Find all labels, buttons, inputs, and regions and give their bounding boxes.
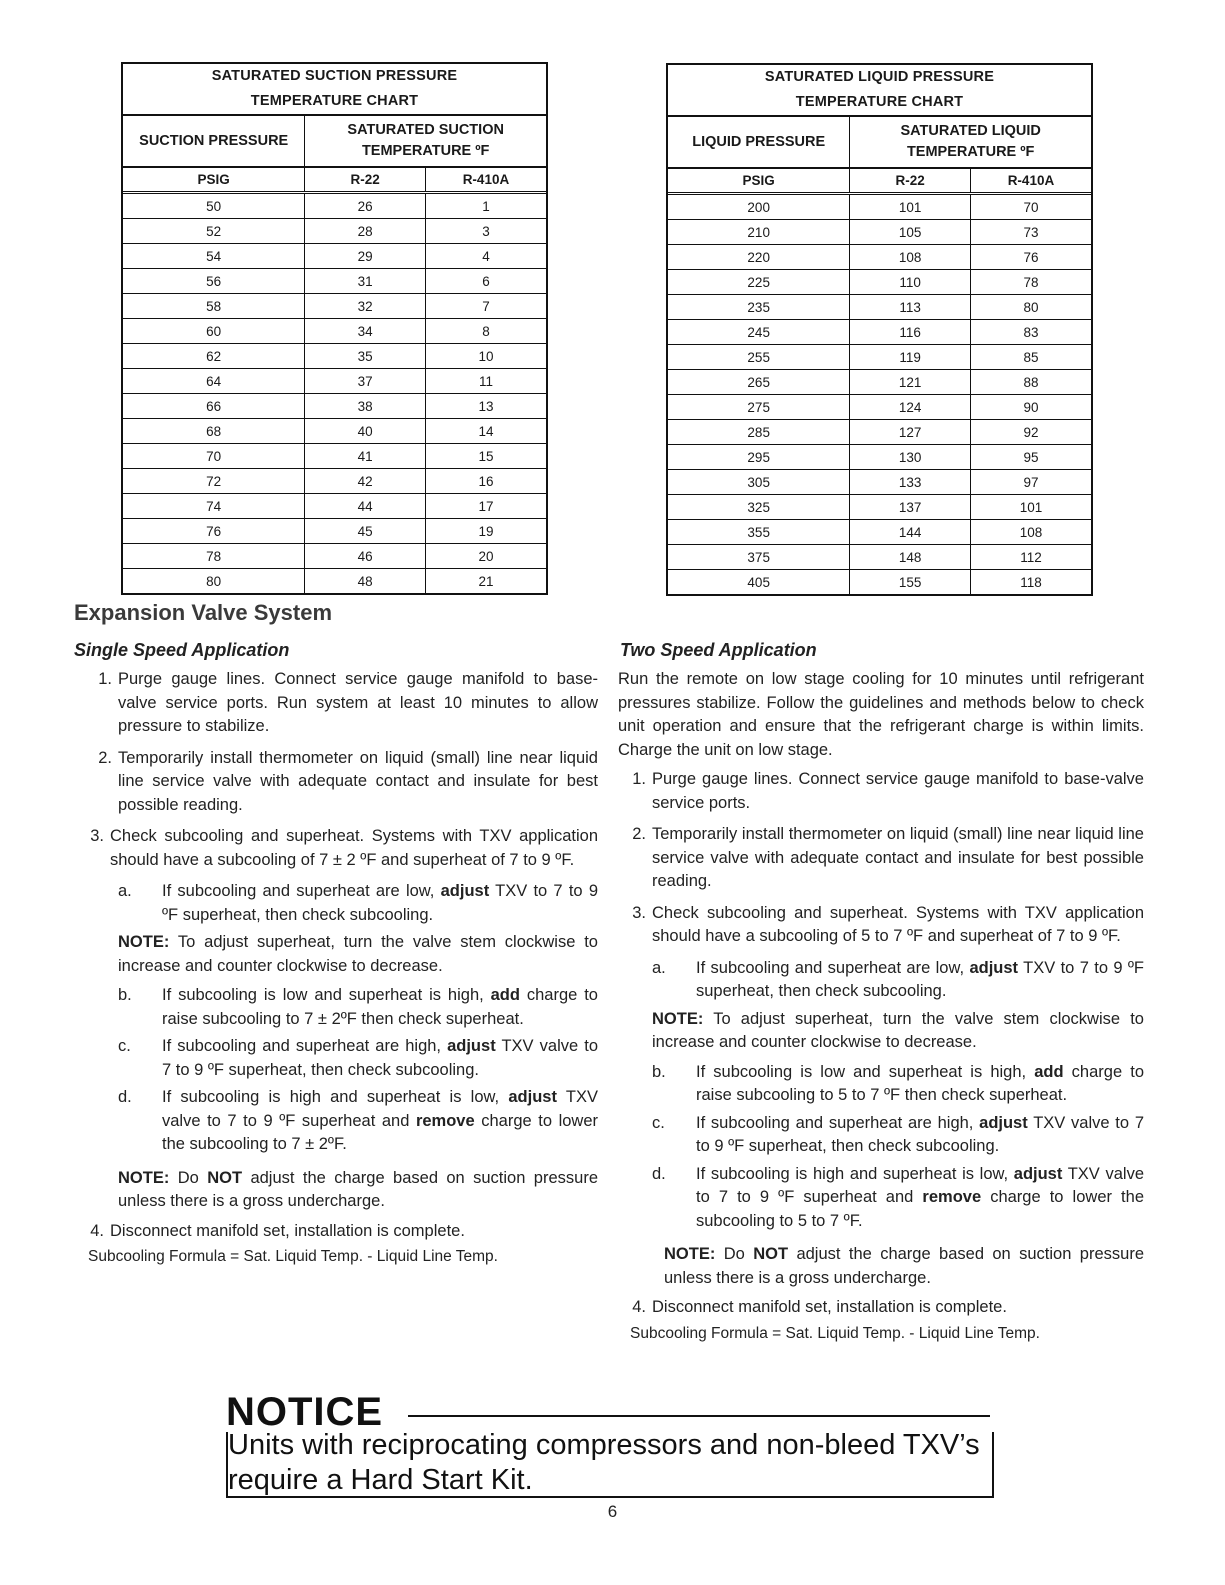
- table-row: [123, 494, 546, 519]
- liquid-chart-table: [668, 65, 1091, 594]
- table-row: [668, 395, 1091, 420]
- single-note-2: [118, 1167, 598, 1214]
- r22-cell: 44: [305, 494, 426, 519]
- psig-cell: 66: [123, 394, 305, 419]
- single-substep-d: [84, 1086, 598, 1157]
- r410a-cell: 76: [970, 245, 1091, 270]
- page-number: 6: [607, 1502, 618, 1521]
- single-step-4: [76, 1220, 598, 1244]
- r410a-cell: 3: [425, 219, 546, 244]
- substep-letter: a.: [652, 958, 666, 977]
- r22-cell: 34: [305, 319, 426, 344]
- suction-chart-title-line2: TEMPERATURE CHART: [250, 93, 419, 109]
- psig-header: PSIG: [668, 168, 850, 194]
- step-text: Disconnect manifold set, installation is complete.: [110, 1221, 465, 1240]
- r22-cell: 148: [850, 545, 971, 570]
- psig-cell: 220: [668, 245, 850, 270]
- r22-cell: 35: [305, 344, 426, 369]
- psig-cell: 355: [668, 520, 850, 545]
- table-row: [668, 370, 1091, 395]
- r22-cell: 127: [850, 420, 971, 445]
- r22-cell: 31: [305, 269, 426, 294]
- table-row: [668, 445, 1091, 470]
- two-step-3: [618, 902, 1144, 949]
- r410a-header: R-410A: [970, 168, 1091, 194]
- table-row: [668, 320, 1091, 345]
- r410a-cell: 7: [425, 294, 546, 319]
- psig-cell: 210: [668, 220, 850, 245]
- table-row: [123, 369, 546, 394]
- r22-cell: 155: [850, 570, 971, 595]
- psig-cell: 60: [123, 319, 305, 344]
- suction-temp-header-line2: TEMPERATURE ºF: [361, 143, 490, 159]
- r22-cell: 28: [305, 219, 426, 244]
- suction-chart-title-line1: SATURATED SUCTION PRESSURE: [211, 68, 458, 84]
- r410a-cell: 4: [425, 244, 546, 269]
- r22-cell: 29: [305, 244, 426, 269]
- r22-header: R-22: [305, 167, 426, 193]
- substep-letter: c.: [118, 1037, 131, 1055]
- r410a-cell: 13: [425, 394, 546, 419]
- r22-cell: 45: [305, 519, 426, 544]
- single-substep-b: [84, 984, 598, 1031]
- step-text: Check subcooling and superheat. Systems with TXV application should have a subcooling of 5 to 7 ºF and superheat of 7 to 9 ºF.: [652, 903, 1144, 945]
- r410a-cell: 108: [970, 520, 1091, 545]
- psig-cell: 56: [123, 269, 305, 294]
- liquid-chart-body: [668, 194, 1091, 595]
- table-row: [123, 244, 546, 269]
- subcooling-formula: Subcooling Formula = Sat. Liquid Temp. - Liquid Line Temp.: [88, 1248, 498, 1265]
- r410a-cell: 80: [970, 295, 1091, 320]
- psig-cell: 58: [123, 294, 305, 319]
- psig-cell: 225: [668, 270, 850, 295]
- two-speed-procedure: [618, 668, 1144, 1345]
- suction-chart-body: [123, 193, 546, 594]
- table-row: [668, 345, 1091, 370]
- psig-cell: 405: [668, 570, 850, 595]
- table-row: [668, 420, 1091, 445]
- r410a-cell: 73: [970, 220, 1091, 245]
- psig-cell: 200: [747, 199, 770, 215]
- psig-cell: 295: [668, 445, 850, 470]
- r22-cell: 113: [850, 295, 971, 320]
- r22-cell: 116: [850, 320, 971, 345]
- substep-text: If subcooling is low and superheat is high, add charge to raise subcooling to 7 ± 2ºF then check superheat.: [162, 986, 598, 1028]
- single-speed-heading: Single Speed Application: [74, 640, 290, 660]
- r410a-cell: 88: [970, 370, 1091, 395]
- r22-cell: 37: [305, 369, 426, 394]
- psig-cell: 80: [123, 569, 305, 594]
- r22-cell: 119: [850, 345, 971, 370]
- table-row: [668, 270, 1091, 295]
- step-number: 4.: [632, 1298, 646, 1316]
- r22-cell: 133: [850, 470, 971, 495]
- table-row: [123, 469, 546, 494]
- psig-cell: 375: [668, 545, 850, 570]
- r22-cell: 144: [850, 520, 971, 545]
- r22-cell: 40: [305, 419, 426, 444]
- psig-cell: 70: [123, 444, 305, 469]
- substep-letter: c.: [652, 1113, 665, 1132]
- r410a-cell: 90: [970, 395, 1091, 420]
- table-row: [123, 519, 546, 544]
- liquid-chart-title-line1: SATURATED LIQUID PRESSURE: [764, 69, 995, 85]
- step-number: 3.: [632, 903, 646, 922]
- r410a-cell: 118: [970, 570, 1091, 595]
- step-text: Disconnect manifold set, installation is complete.: [652, 1298, 1007, 1316]
- note-text: NOTE: To adjust superheat, turn the valve stem clockwise to increase and counter clockwise to decrease.: [652, 1009, 1144, 1051]
- notice-rule: [408, 1415, 990, 1417]
- r22-cell: 108: [850, 245, 971, 270]
- psig-header: PSIG: [123, 167, 305, 193]
- r410a-cell: 14: [425, 419, 546, 444]
- substep-letter: b.: [652, 1062, 666, 1081]
- suction-temp-header-line1: SATURATED SUCTION: [347, 122, 504, 138]
- single-substep-c: [84, 1035, 598, 1082]
- step-number: 1.: [98, 670, 112, 688]
- r410a-cell: 16: [425, 469, 546, 494]
- psig-cell: 68: [123, 419, 305, 444]
- r410a-cell: 101: [970, 495, 1091, 520]
- suction-chart-table: [123, 64, 546, 593]
- r410a-cell: 97: [970, 470, 1091, 495]
- psig-cell: 78: [123, 544, 305, 569]
- suction-pressure-header: SUCTION PRESSURE: [123, 115, 305, 167]
- liquid-temp-header-line1: SATURATED LIQUID: [900, 123, 1041, 139]
- suction-pressure-chart: [121, 62, 548, 595]
- substep-letter: b.: [118, 986, 132, 1004]
- r410a-cell: 11: [425, 369, 546, 394]
- r410a-cell: 78: [970, 270, 1091, 295]
- r22-cell: 121: [850, 370, 971, 395]
- psig-cell: 76: [123, 519, 305, 544]
- r22-cell: 101: [850, 194, 971, 220]
- psig-cell: 74: [123, 494, 305, 519]
- substep-letter: d.: [652, 1164, 666, 1183]
- table-row: [668, 194, 1091, 220]
- psig-cell: 265: [668, 370, 850, 395]
- table-row: [123, 219, 546, 244]
- r22-cell: 32: [305, 294, 426, 319]
- psig-cell: 285: [668, 420, 850, 445]
- single-note-1: [118, 931, 598, 978]
- liquid-pressure-header: LIQUID PRESSURE: [668, 116, 850, 168]
- step-number: 1.: [632, 770, 646, 788]
- psig-cell: 52: [123, 219, 305, 244]
- note-text: NOTE: Do NOT adjust the charge based on suction pressure unless there is a gross undercharge.: [118, 1168, 598, 1210]
- step-text: Purge gauge lines. Connect service gauge manifold to base-valve service ports. Run system at least 10 minutes to allow pressure to stabilize.: [118, 670, 598, 735]
- table-row: [668, 220, 1091, 245]
- table-row: [668, 520, 1091, 545]
- psig-cell: 275: [668, 395, 850, 420]
- saturated-liquid-temp-header: [850, 116, 1091, 168]
- table-row: [123, 419, 546, 444]
- r22-cell: 124: [850, 395, 971, 420]
- r22-cell: 130: [850, 445, 971, 470]
- two-substep-a: [618, 957, 1144, 1004]
- table-row: [668, 470, 1091, 495]
- psig-cell: 235: [668, 295, 850, 320]
- step-number: 2.: [632, 825, 646, 843]
- single-speed-procedure: [84, 668, 598, 1269]
- psig-cell: 64: [123, 369, 305, 394]
- r410a-cell: 17: [425, 494, 546, 519]
- r410a-cell: 83: [970, 320, 1091, 345]
- r410a-cell: 10: [425, 344, 546, 369]
- r410a-cell: 21: [425, 569, 546, 594]
- liquid-temp-header-line2: TEMPERATURE ºF: [906, 144, 1035, 160]
- notice-title: NOTICE: [226, 1390, 384, 1434]
- liquid-chart-title-line2: TEMPERATURE CHART: [795, 94, 964, 110]
- table-row: [668, 545, 1091, 570]
- r410a-cell: 1: [425, 193, 546, 219]
- table-row: [123, 294, 546, 319]
- two-note-2: [664, 1243, 1144, 1290]
- table-row: [668, 570, 1091, 595]
- substep-text: If subcooling is high and superheat is low, adjust TXV valve to 7 to 9 ºF superheat and remove charge to lower the subcooling to 5 to 7 ºF.: [696, 1164, 1145, 1230]
- substep-text: If subcooling is high and superheat is low, adjust TXV valve to 7 to 9 ºF superheat and remove charge to lower the subcooling to 7 ± 2ºF.: [162, 1088, 598, 1153]
- table-row: [123, 269, 546, 294]
- step-number: 2.: [98, 748, 112, 767]
- r22-header: R-22: [850, 168, 971, 194]
- r410a-cell: 92: [970, 420, 1091, 445]
- liquid-pressure-chart: [666, 63, 1093, 596]
- r22-cell: 38: [305, 394, 426, 419]
- substep-letter: a.: [118, 882, 132, 900]
- notice-line-1: Units with reciprocating compressors and non-bleed TXV’s: [228, 1429, 980, 1461]
- psig-cell: 62: [123, 344, 305, 369]
- r22-cell: 41: [305, 444, 426, 469]
- step-text: Temporarily install thermometer on liquid (small) line near liquid line service valve with adequate contact and insulate for best possible reading.: [652, 825, 1144, 890]
- substep-text: If subcooling and superheat are high, adjust TXV valve to 7 to 9 ºF superheat, then check subcooling.: [696, 1113, 1145, 1155]
- table-row: [123, 544, 546, 569]
- r410a-cell: 8: [425, 319, 546, 344]
- substep-letter: d.: [118, 1088, 132, 1106]
- table-row: [123, 319, 546, 344]
- table-row: [123, 344, 546, 369]
- step-number: 4.: [90, 1221, 104, 1240]
- two-step-4: [618, 1296, 1144, 1320]
- single-step-3: [76, 825, 598, 872]
- r22-cell: 46: [305, 544, 426, 569]
- psig-cell: 245: [668, 320, 850, 345]
- psig-cell: 72: [123, 469, 305, 494]
- psig-cell: 50: [206, 198, 222, 214]
- two-note-1: [652, 1008, 1144, 1055]
- r410a-cell: 112: [970, 545, 1091, 570]
- r410a-cell: 19: [425, 519, 546, 544]
- table-row: [123, 193, 546, 219]
- subcooling-formula: Subcooling Formula = Sat. Liquid Temp. - Liquid Line Temp.: [630, 1324, 1040, 1342]
- step-number: 3.: [90, 827, 104, 845]
- step-text: Purge gauge lines. Connect service gauge manifold to base-valve service ports.: [652, 770, 1144, 812]
- r410a-cell: 95: [970, 445, 1091, 470]
- table-row: [123, 394, 546, 419]
- psig-cell: 255: [668, 345, 850, 370]
- r22-cell: 105: [850, 220, 971, 245]
- note-text: NOTE: Do NOT adjust the charge based on suction pressure unless there is a gross undercharge.: [664, 1245, 1144, 1287]
- r22-cell: 48: [305, 569, 426, 594]
- single-substep-a: [84, 880, 598, 927]
- r410a-cell: 85: [970, 345, 1091, 370]
- suction-chart-title: [123, 64, 546, 115]
- single-step-2: [84, 747, 598, 818]
- table-row: [668, 495, 1091, 520]
- two-speed-intro: Run the remote on low stage cooling for 10 minutes until refrigerant pressures stabilize. Follow the guidelines and methods below to check unit operation and ensure that the refrigerant charge is within limits. Charge the unit on low stage.: [618, 670, 1144, 759]
- r410a-cell: 20: [425, 544, 546, 569]
- substep-text: If subcooling and superheat are high, adjust TXV valve to 7 to 9 ºF superheat, then check subcooling.: [162, 1037, 599, 1079]
- two-substep-c: [618, 1112, 1144, 1159]
- r22-cell: 110: [850, 270, 971, 295]
- substep-text: If subcooling and superheat are low, adjust TXV to 7 to 9 ºF superheat, then check subcooling.: [696, 958, 1145, 1000]
- note-text: NOTE: To adjust superheat, turn the valve stem clockwise to increase and counter clockwise to decrease.: [118, 933, 598, 975]
- step-text: Check subcooling and superheat. Systems with TXV application should have a subcooling of 7 ± 2 ºF and superheat of 7 to 9 ºF.: [110, 827, 598, 869]
- r22-cell: 42: [305, 469, 426, 494]
- psig-cell: 325: [668, 495, 850, 520]
- psig-cell: 305: [668, 470, 850, 495]
- liquid-chart-title: [668, 65, 1091, 116]
- saturated-suction-temp-header: [305, 115, 546, 167]
- section-heading: Expansion Valve System: [74, 600, 333, 625]
- substep-text: If subcooling and superheat are low, adjust TXV to 7 to 9 ºF superheat, then check subcooling.: [162, 882, 598, 924]
- step-text: Temporarily install thermometer on liquid (small) line near liquid line service valve with adequate contact and insulate for best possible reading.: [118, 748, 598, 814]
- r410a-header: R-410A: [425, 167, 546, 193]
- r22-cell: 137: [850, 495, 971, 520]
- notice-text: [228, 1428, 988, 1498]
- psig-cell: 54: [123, 244, 305, 269]
- r410a-cell: 70: [970, 194, 1091, 220]
- table-row: [123, 444, 546, 469]
- r410a-cell: 15: [425, 444, 546, 469]
- r410a-cell: 6: [425, 269, 546, 294]
- two-step-2: [618, 823, 1144, 894]
- two-speed-heading: Two Speed Application: [620, 640, 817, 660]
- table-row: [668, 245, 1091, 270]
- two-substep-d: [618, 1163, 1144, 1234]
- two-step-1: [618, 768, 1144, 815]
- substep-text: If subcooling is low and superheat is high, add charge to raise subcooling to 5 to 7 ºF then check superheat.: [696, 1062, 1144, 1104]
- table-row: [668, 295, 1091, 320]
- notice-line-2: require a Hard Start Kit.: [228, 1464, 533, 1496]
- two-substep-b: [618, 1061, 1144, 1108]
- single-step-1: [84, 668, 598, 739]
- table-row: [123, 569, 546, 594]
- r22-cell: 26: [305, 193, 426, 219]
